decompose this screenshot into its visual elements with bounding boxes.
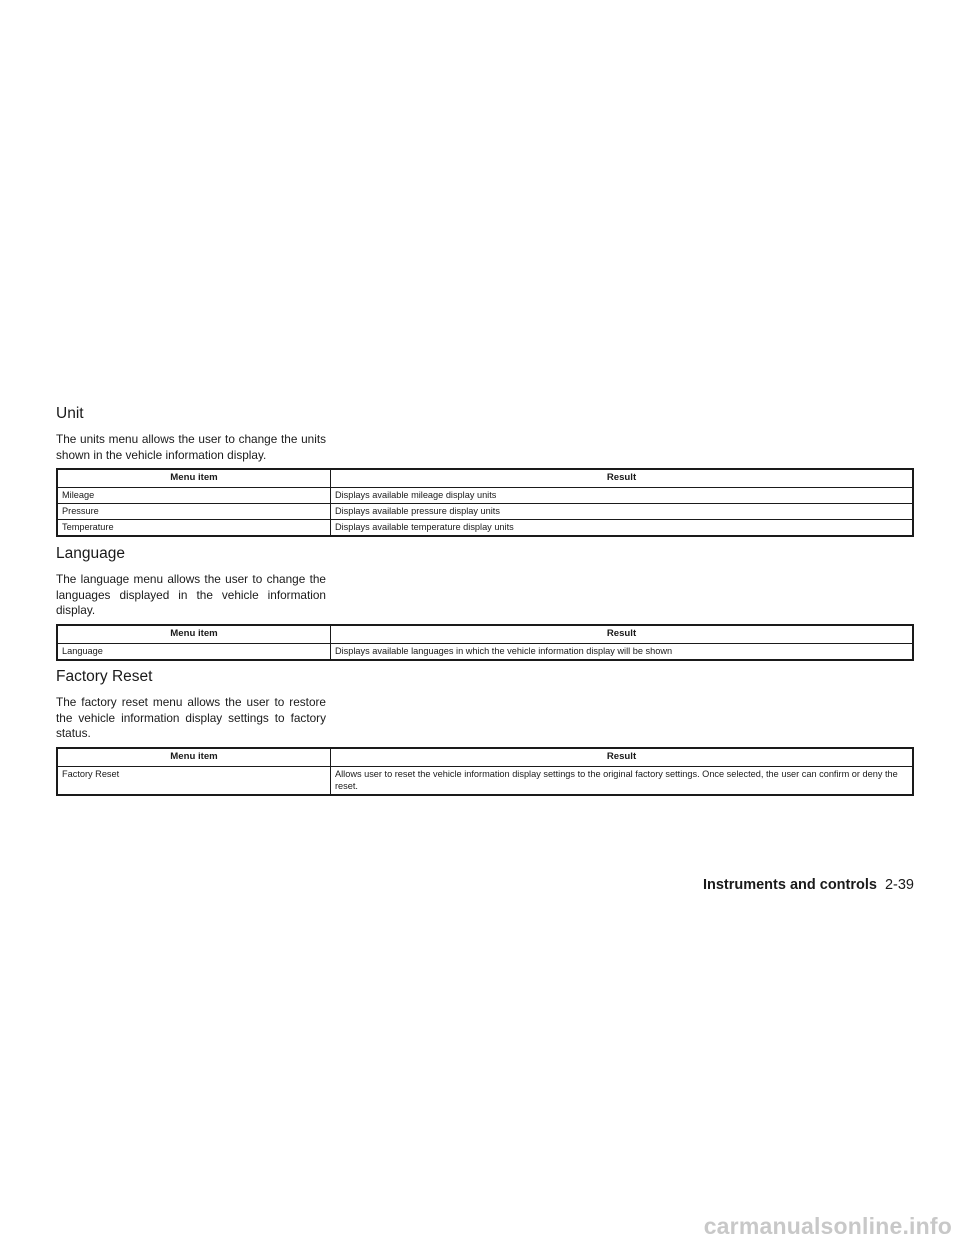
table-header-result: Result xyxy=(331,625,914,644)
result-cell: Displays available pressure display units xyxy=(331,504,914,520)
section-factory-reset xyxy=(56,668,914,796)
section-heading: Factory Reset xyxy=(56,668,153,685)
menu-item-cell: Language xyxy=(57,643,331,660)
table-row xyxy=(57,504,913,520)
table-header-result: Result xyxy=(331,748,914,767)
menu-item-cell: Pressure xyxy=(57,504,331,520)
result-cell: Displays available mileage display units xyxy=(331,488,914,504)
menu-item-cell: Factory Reset xyxy=(57,766,331,795)
section-heading: Unit xyxy=(56,405,84,422)
result-cell: Allows user to reset the vehicle information display settings to the original factory settings. Once selected, the user can confirm or deny the reset. xyxy=(331,766,914,795)
section-unit xyxy=(56,405,914,537)
page-number: 2-39 xyxy=(884,877,914,893)
chapter-title: Instruments and controls xyxy=(702,877,877,893)
result-cell: Displays available temperature display units xyxy=(331,520,914,537)
watermark: carmanualsonline.info xyxy=(703,1213,952,1239)
table-row xyxy=(57,520,913,537)
page-footer xyxy=(703,877,914,893)
section-paragraph: The factory reset menu allows the user to restore the vehicle information display settings to factory status. xyxy=(56,695,326,740)
language-table xyxy=(56,624,914,661)
section-paragraph: The units menu allows the user to change the units shown in the vehicle information display. xyxy=(56,432,326,462)
menu-item-cell: Temperature xyxy=(57,520,331,537)
section-language xyxy=(56,545,914,661)
table-header-menu-item: Menu item xyxy=(57,625,331,644)
factory-reset-table xyxy=(56,747,914,796)
table-header-menu-item: Menu item xyxy=(57,748,331,767)
result-cell: Displays available languages in which the vehicle information display will be shown xyxy=(331,643,914,660)
menu-item-cell: Mileage xyxy=(57,488,331,504)
unit-table xyxy=(56,468,914,537)
section-heading: Language xyxy=(56,545,125,562)
table-row xyxy=(57,643,913,660)
table-row xyxy=(57,488,913,504)
section-paragraph: The language menu allows the user to change the languages displayed in the vehicle information display. xyxy=(56,572,326,617)
table-header-result: Result xyxy=(331,469,914,488)
table-header-menu-item: Menu item xyxy=(57,469,331,488)
table-row xyxy=(57,766,913,795)
